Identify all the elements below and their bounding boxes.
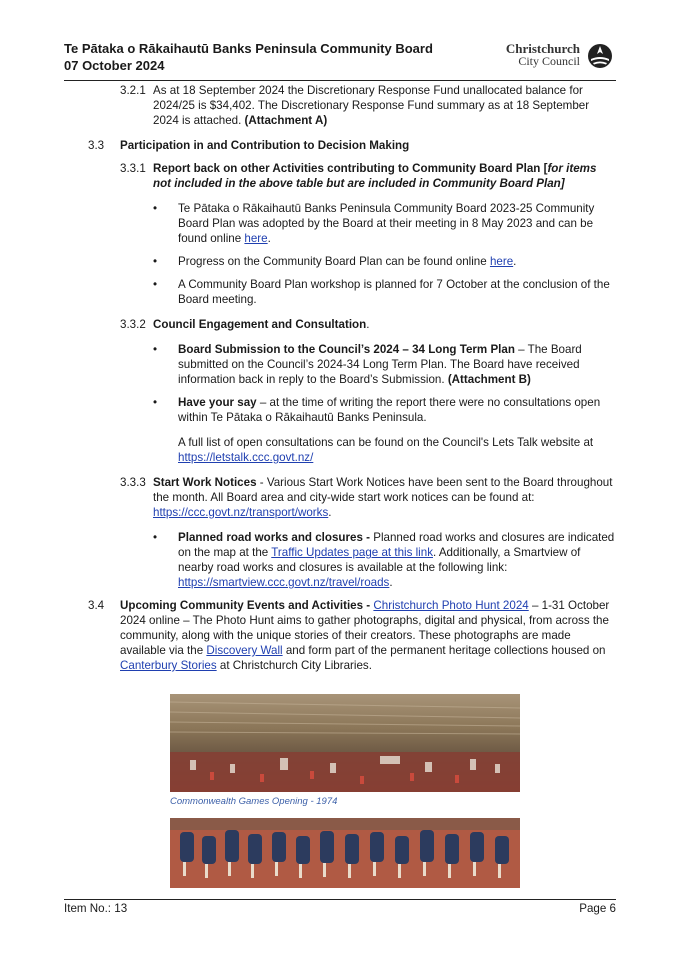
section-heading: Report back on other Activities contributing to Community Board Plan [for items not included in the above table but are included in Community Board Plan] — [153, 162, 597, 190]
letstalk-link[interactable]: https://letstalk.ccc.govt.nz/ — [178, 451, 314, 464]
footer-divider — [64, 899, 616, 900]
item-number: Item No.: 13 — [64, 902, 128, 915]
page-header — [64, 40, 616, 80]
section-heading: Participation in and Contribution to Decision Making — [120, 139, 410, 152]
header-meeting-date: 07 October 2024 — [64, 58, 165, 73]
attachment-ref: (Attachment A) — [244, 114, 328, 127]
section-3-3-2: 3.3.2 Council Engagement and Consultation. — [120, 318, 370, 331]
list-item: • Board Submission to the Council’s 2024 – 34 Long Term Plan – The Board submitted on the Council’s 2024-34 Long Term Plan. The Board have received information back in reply to the Board’s Submission. (Attachment B) — [64, 342, 616, 387]
section-3-2-1 — [64, 83, 616, 128]
section-text: As at 18 September 2024 the Discretionary Response Fund unallocated balance for 2024/25 is $34,402. The Discretionary Response Fund summary as at 18 September 2024 is attached. (Attachment A) — [153, 84, 590, 127]
logo-line1: Christchurch — [505, 41, 580, 56]
list-item: • Planned road works and closures - Planned road works and closures are indicated on the map at the Traffic Updates page at this link. Additionally, a Smartview of nearby road works and closures is available at the following link: https://smartview.ccc.govt.nz/travel/roads. — [64, 530, 616, 590]
discovery-wall-link[interactable]: Discovery Wall — [206, 644, 283, 657]
list-item: • Progress on the Community Board Plan can be found online here. — [64, 254, 616, 269]
canterbury-stories-link[interactable]: Canterbury Stories — [120, 659, 217, 672]
list-item: • A Community Board Plan workshop is planned for 7 October at the conclusion of the Board meeting. — [64, 277, 616, 307]
header-board-name: Te Pātaka o Rākaihautū Banks Peninsula Community Board — [64, 41, 433, 56]
section-number: 3.3.1 — [120, 162, 146, 175]
traffic-updates-link[interactable]: Traffic Updates page at this link — [271, 546, 434, 559]
attachment-ref: (Attachment B) — [447, 373, 531, 386]
smartview-link[interactable]: https://smartview.ccc.govt.nz/travel/roads — [178, 576, 390, 589]
page-content — [64, 83, 616, 673]
section-3-3-1 — [64, 161, 616, 191]
photo-caption: Commonwealth Games Opening - 1974 — [170, 796, 338, 807]
consultations-paragraph: A full list of open consultations can be found on the Council's Lets Talk website at https://letstalk.ccc.govt.nz/ — [178, 436, 594, 464]
transport-works-link[interactable]: https://ccc.govt.nz/transport/works — [153, 506, 329, 519]
stadium-ceremony-photo — [170, 694, 520, 792]
logo-line2: City Council — [518, 54, 580, 68]
photo-hunt-link[interactable]: Christchurch Photo Hunt 2024 — [373, 599, 529, 612]
section-heading: Upcoming Community Events and Activities - — [120, 599, 371, 612]
section-heading: Start Work Notices — [153, 476, 257, 489]
section-number: 3.2.1 — [120, 84, 146, 97]
list-item: • Have your say – at the time of writing the report there were no consultations open within Te Pātaka o Rākaihautū Banks Peninsula. — [64, 395, 616, 425]
section-number: 3.3.2 — [120, 318, 146, 331]
section-number: 3.3 — [88, 139, 105, 152]
section-number: 3.4 — [88, 599, 105, 612]
council-logo-icon — [586, 42, 614, 70]
section-number: 3.3.3 — [120, 476, 146, 489]
marching-team-photo — [170, 818, 520, 888]
council-logo — [504, 42, 616, 74]
section-3-3 — [64, 138, 616, 153]
logo-text — [506, 42, 580, 68]
section-3-3-3: 3.3.3 Start Work Notices - Various Start Work Notices have been sent to the Board throughout the month. All Board area and city-wide start work notices can be found at: https://ccc.govt.nz/transport/works. — [120, 476, 613, 519]
list-item: • Te Pātaka o Rākaihautū Banks Peninsula Community Board 2023-25 Community Board Plan was adopted by the Board at their meeting in 8 May 2023 and can be found online here. — [64, 201, 616, 246]
page-footer — [64, 902, 616, 915]
progress-link[interactable]: here — [489, 255, 514, 268]
plan-link[interactable]: here — [244, 232, 268, 245]
section-3-4: 3.4 Upcoming Community Events and Activities - Christchurch Photo Hunt 2024 – 1-31 October 2024 online – The Photo Hunt aims to gather photographs, digital and physical, from across the community, along with the unique stories of their creators. These photographs are made available via the Discovery Wall and form part of the permanent heritage collections housed on Canterbury Stories at Christchurch City Libraries. — [88, 599, 610, 672]
section-heading: Council Engagement and Consultation — [153, 318, 367, 331]
page-number: Page 6 — [579, 902, 616, 915]
header-divider — [64, 80, 616, 81]
